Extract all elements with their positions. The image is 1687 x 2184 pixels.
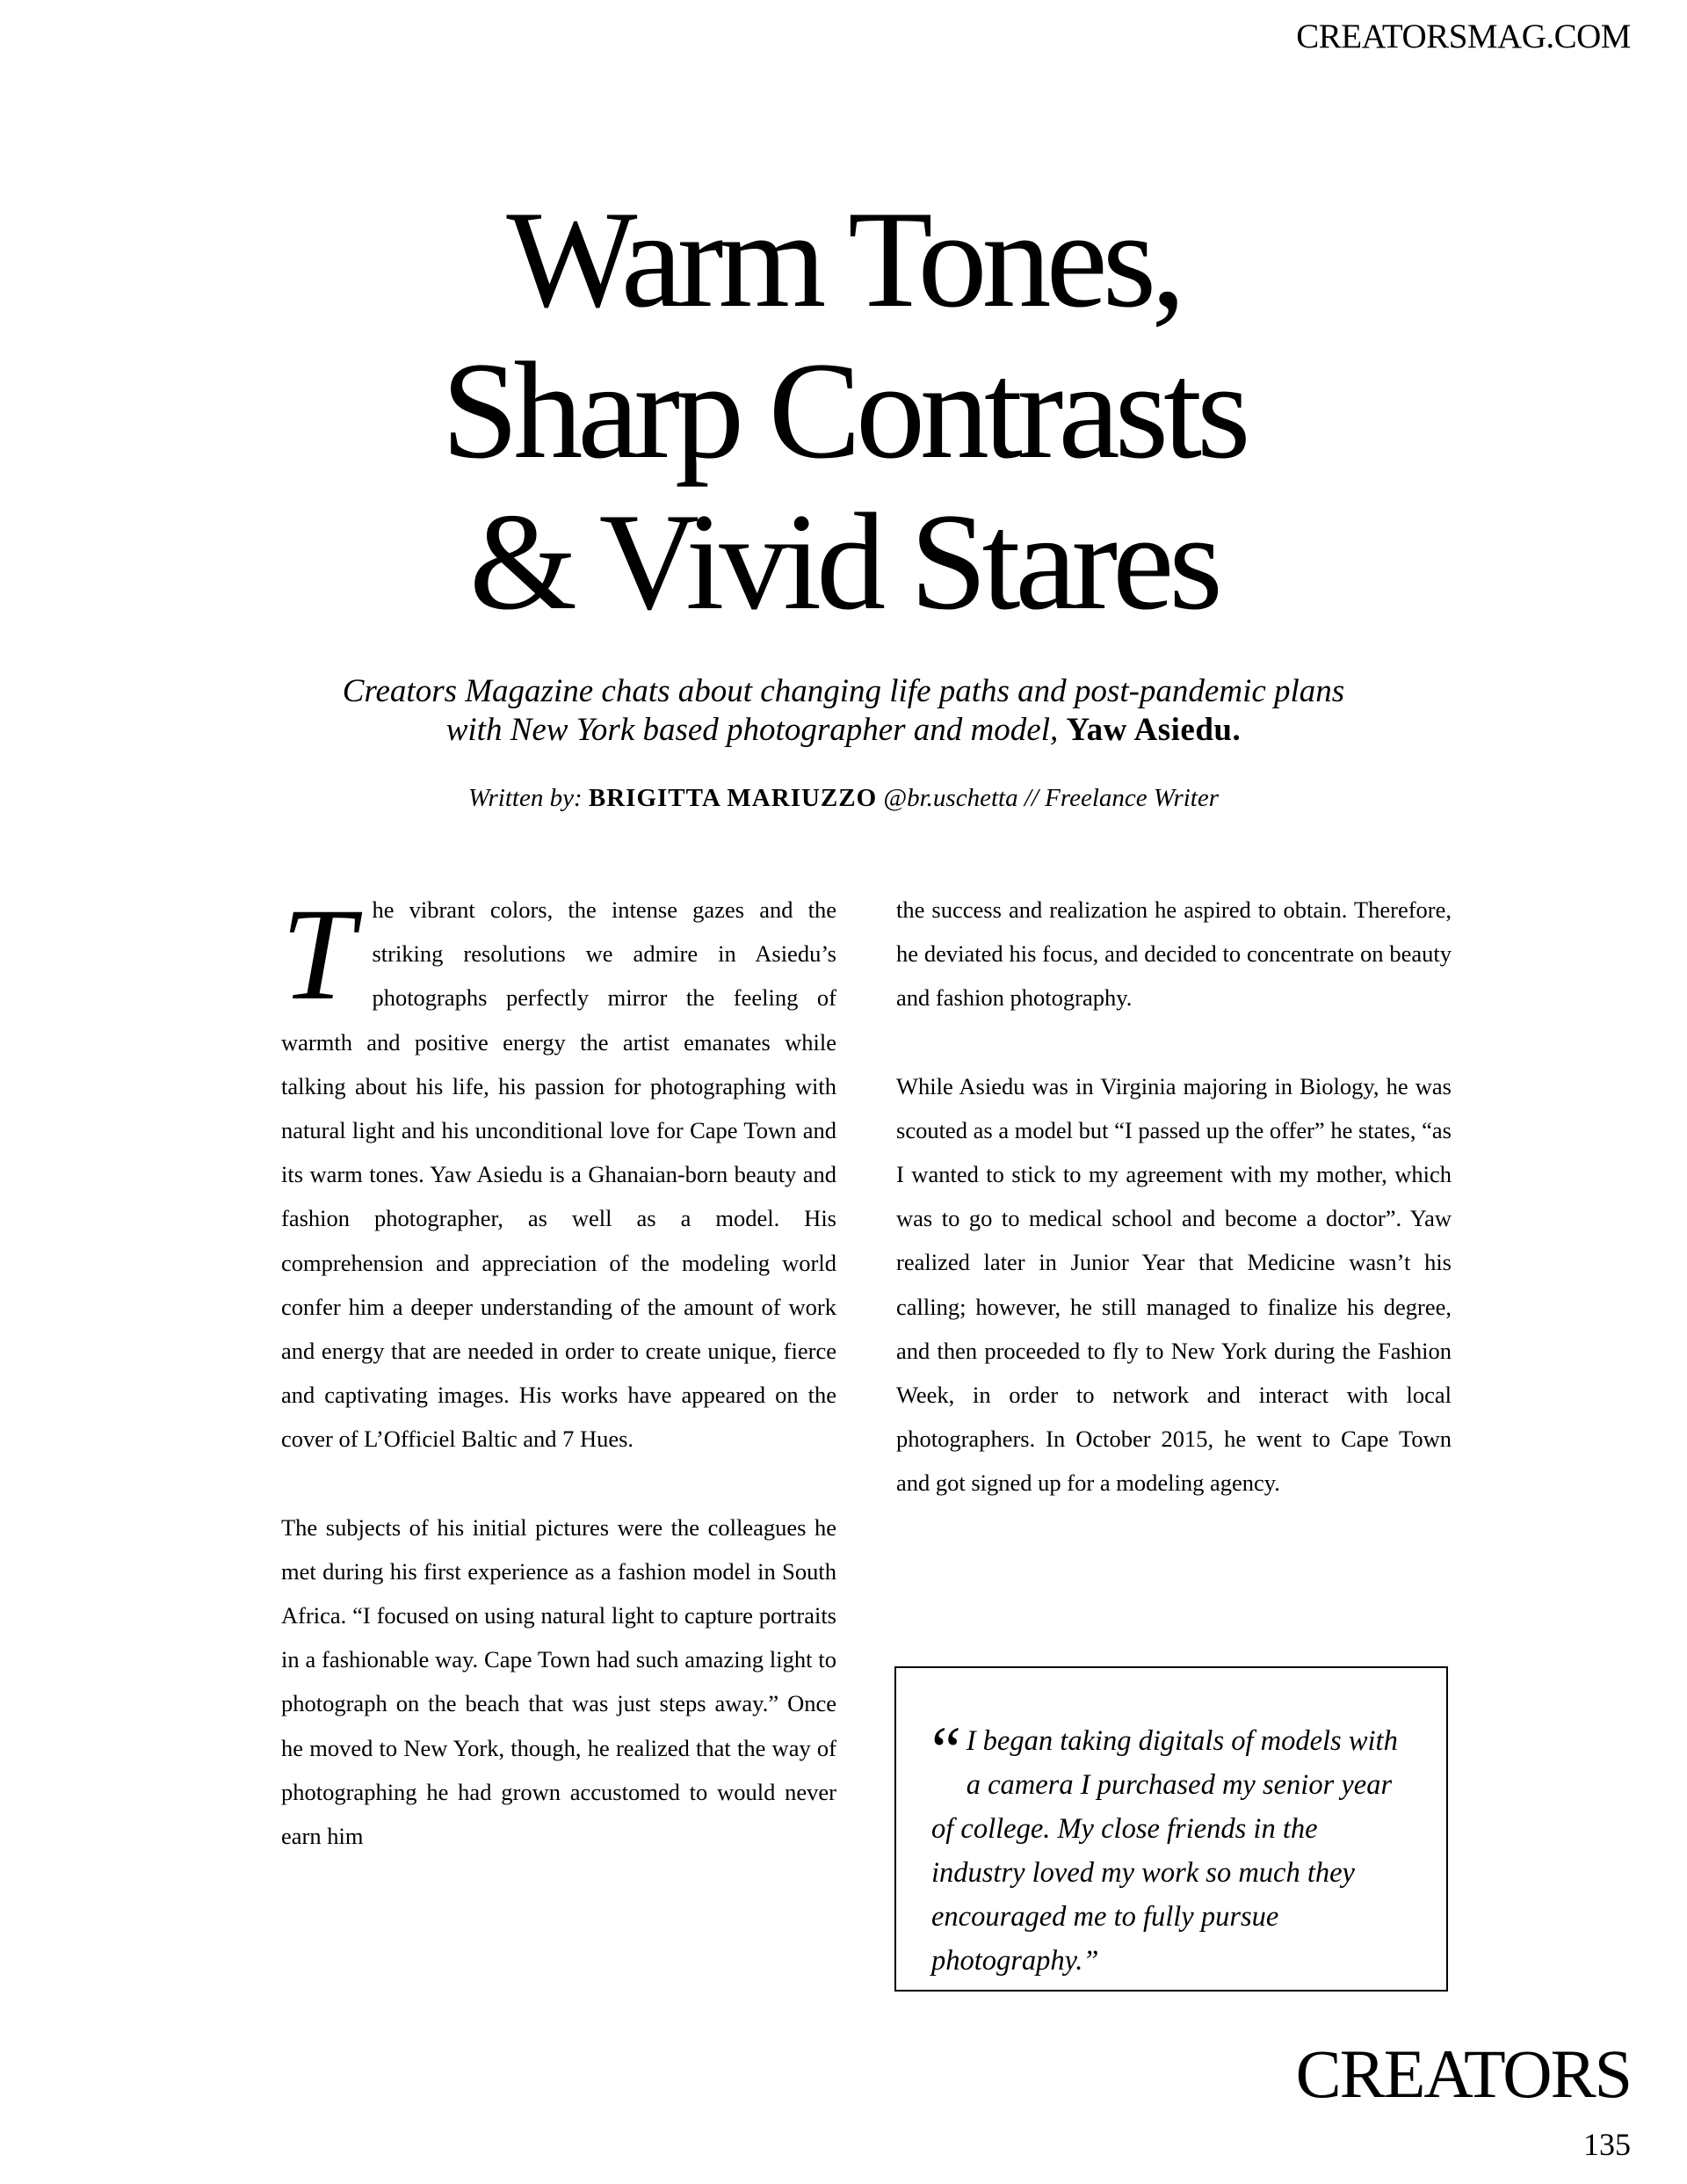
- title-line-1: Warm Tones,: [506, 183, 1181, 337]
- drop-cap: T: [281, 882, 355, 1027]
- paragraph: While Asiedu was in Virginia majoring in Biology, he was scouted as a model but “I passed up the offer” he states, “as I wanted to stick to my agreement with my mother, which was to go to medical school and become a doctor”. Yaw realized later in Junior Year that Medicine wasn’t his calling; however, he still managed to finalize his degree, and then proceeded to fly to New York during the Fashion Week, in order to network and interact with local photographers. In October 2015, he went to Cape Town and got signed up for a modeling agency.: [896, 1072, 1452, 1497]
- paragraph: The subjects of his initial pictures were the colleagues he met during his first experience as a fashion model in South Africa. “I focused on using natural light to capture portraits in a fashionable way. Cape Town had such amazing light to photograph on the beach that was just steps away.” Once he moved to New York, though, he realized that the way of photographing he had grown accustomed to would never earn him: [281, 1513, 836, 1850]
- paragraph: [281, 882, 836, 1462]
- article-column-left: [281, 882, 836, 1902]
- site-url: CREATORSMAG.COM: [1296, 18, 1631, 55]
- pull-quote-text: I began taking digitals of models with a camera I purchased my senior year of college. My close friends in the industry loved my work so much they encouraged me to fully pursue photography.”: [931, 1725, 1398, 1977]
- title-line-3: & Vivid Stares: [469, 485, 1218, 639]
- article-deck: [264, 672, 1423, 750]
- pull-quote: [894, 1666, 1448, 1992]
- author-name: BRIGITTA MARIUZZO: [588, 784, 878, 812]
- article-title: [0, 185, 1687, 638]
- paragraph: the success and realization he aspired to obtain. Therefore, he deviated his focus, and decided to concentrate on beauty and fashion photography.: [896, 896, 1452, 1012]
- byline-prefix: Written by:: [467, 784, 583, 812]
- byline: [264, 780, 1423, 816]
- magazine-logo: CREATORS: [1295, 2035, 1631, 2112]
- paragraph-text: he vibrant colors, the intense gazes and the striking resolutions we admire in Asiedu’s photographs perfectly mirror the feeling of warmth and positive energy the artist emanates while talking about his life, his passion for photographing with natural light and his unconditional love for Cape Town and its warm tones. Yaw Asiedu is a Ghanaian-born beauty and fashion photographer, as well as a model. His comprehension and appreciation of the modeling world confer him a deeper understanding of the amount of work and energy that are needed in order to create unique, fierce and captivating images. His works have appeared on the cover of L’Officiel Baltic and 7 Hues.: [281, 896, 836, 1453]
- byline-suffix: @br.uschetta // Freelance Writer: [883, 784, 1220, 812]
- subject-name: Yaw Asiedu.: [1066, 712, 1242, 748]
- deck-line-1: Creators Magazine chats about changing life paths and post-pandemic plans: [342, 673, 1345, 709]
- title-line-2: Sharp Contrasts: [441, 334, 1246, 488]
- page-number: 135: [1583, 2127, 1631, 2162]
- article-column-right: [896, 888, 1452, 1549]
- quote-mark-icon: “: [931, 1714, 961, 1788]
- deck-line-2: with New York based photographer and model,: [445, 712, 1059, 748]
